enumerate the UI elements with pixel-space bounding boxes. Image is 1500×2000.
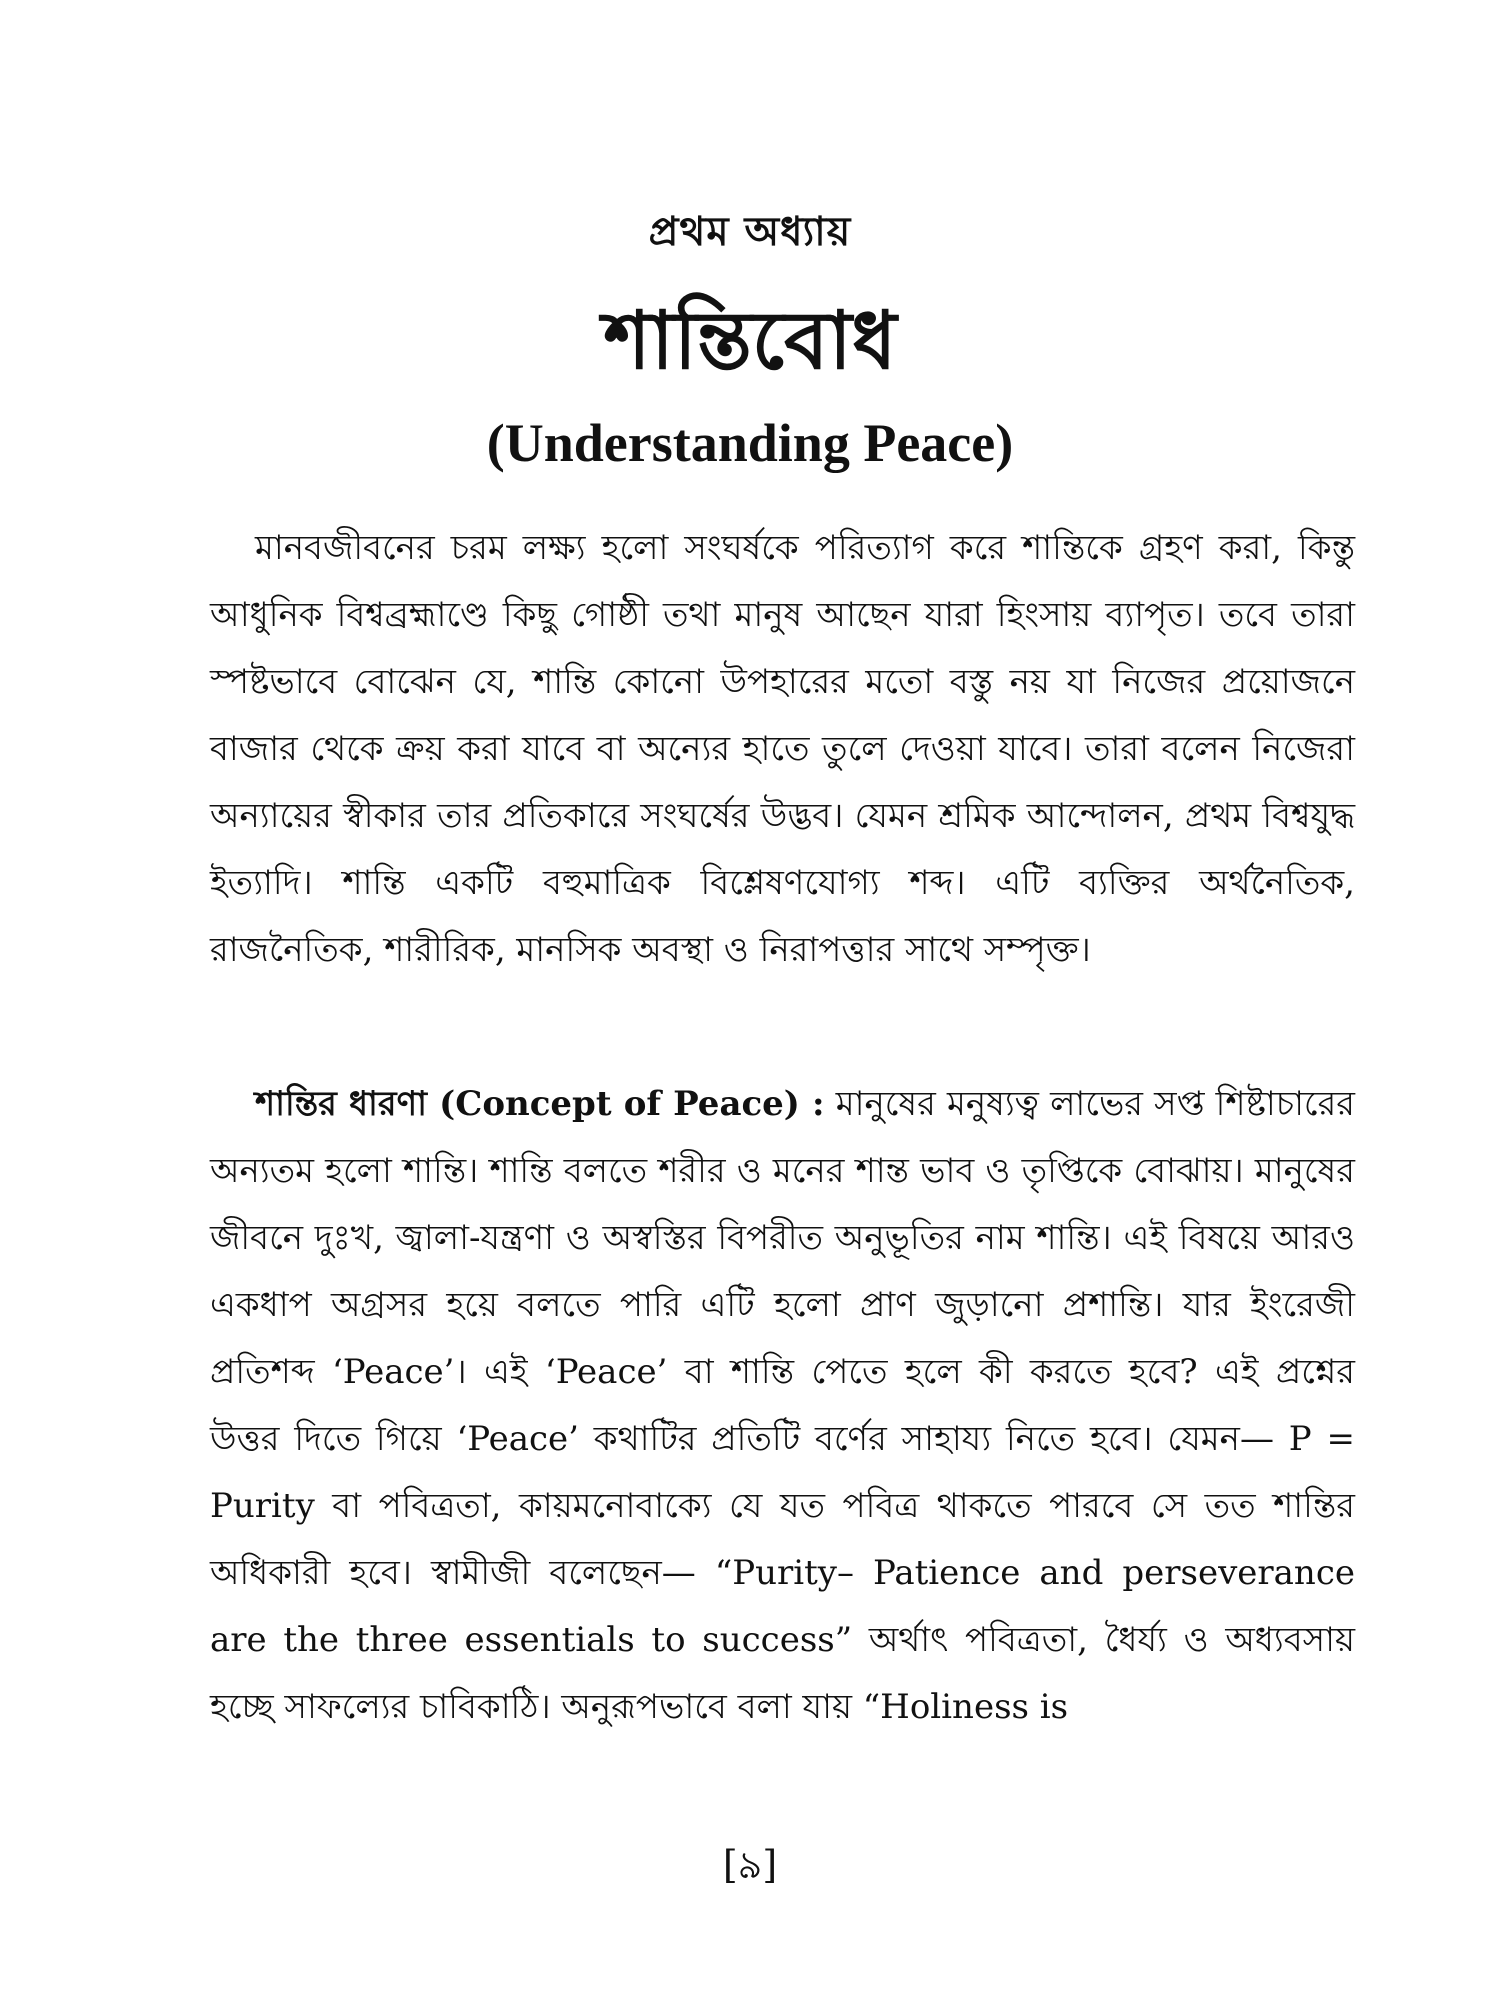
- page-number: [৯]: [722, 1843, 778, 1887]
- page-title: শান্তিবোধ: [603, 293, 897, 387]
- page-subtitle: (Understanding Peace): [486, 413, 1014, 473]
- intro-paragraph: মানবজীবনের চরম লক্ষ্য হলো সংঘর্ষকে পরিত্যাগ করে শান্তিকে গ্রহণ করা, কিন্তু আধুনিক বিশ্বব্রহ্মাণ্ডে কিছু গোষ্ঠী তথা মানুষ আছেন যারা হিংসায় ব্যাপৃত। তবে তারা স্পষ্টভাবে বোঝেন যে, শান্তি কোনো উপহারের মতো বস্তু নয় যা নিজের প্রয়োজনে বাজার থেকে ক্রয় করা যাবে বা অন্যের হাতে তুলে দেওয়া যাবে। তারা বলেন নিজেরা অন্যায়ের স্বীকার তার প্রতিকারে সংঘর্ষের উদ্ভব। যেমন শ্রমিক আন্দোলন, প্রথম বিশ্বযুদ্ধ ইত্যাদি। শান্তি একটি বহুমাত্রিক বিশ্লেষণযোগ্য শব্দ। এটি ব্যক্তির অর্থনৈতিক, রাজনৈতিক, শারীরিক, মানসিক অবস্থা ও নিরাপত্তার সাথে সম্পৃক্ত।: [210, 528, 1355, 970]
- section-heading: শান্তির ধারণা (Concept of Peace) :: [255, 1084, 825, 1124]
- concept-paragraph: [210, 1071, 1355, 1741]
- concept-body: মানুষের মনুষ্যত্ব লাভের সপ্ত শিষ্টাচারের অন্যতম হলো শান্তি। শান্তি বলতে শরীর ও মনের শান্ত ভাব ও তৃপ্তিকে বোঝায়। মানুষের জীবনে দুঃখ, জ্বালা-যন্ত্রণা ও অস্বস্তির বিপরীত অনুভূতির নাম শান্তি। এই বিষয়ে আরও একধাপ অগ্রসর হয়ে বলতে পারি এটি হলো প্রাণ জুড়ানো প্রশান্তি। যার ইংরেজী প্রতিশব্দ ‘Peace’। এই ‘Peace’ বা শান্তি পেতে হলে কী করতে হবে? এই প্রশ্নের উত্তর দিতে গিয়ে ‘Peace’ কথাটির প্রতিটি বর্ণের সাহায্য নিতে হবে। যেমন— P = Purity বা পবিত্রতা, কায়মনোবাক্যে যে যত পবিত্র থাকতে পারবে সে তত শান্তির অধিকারী হবে। স্বামীজী বলেছেন— “Purity– Patience and perseverance are the three essentials to success” অর্থাৎ পবিত্রতা, ধৈর্য্য ও অধ্যবসায় হচ্ছে সাফল্যের চাবিকাঠি। অনুরূপভাবে বলা যায় “Holiness is: [210, 1084, 1355, 1727]
- chapter-label: প্রথম অধ্যায়: [648, 208, 852, 255]
